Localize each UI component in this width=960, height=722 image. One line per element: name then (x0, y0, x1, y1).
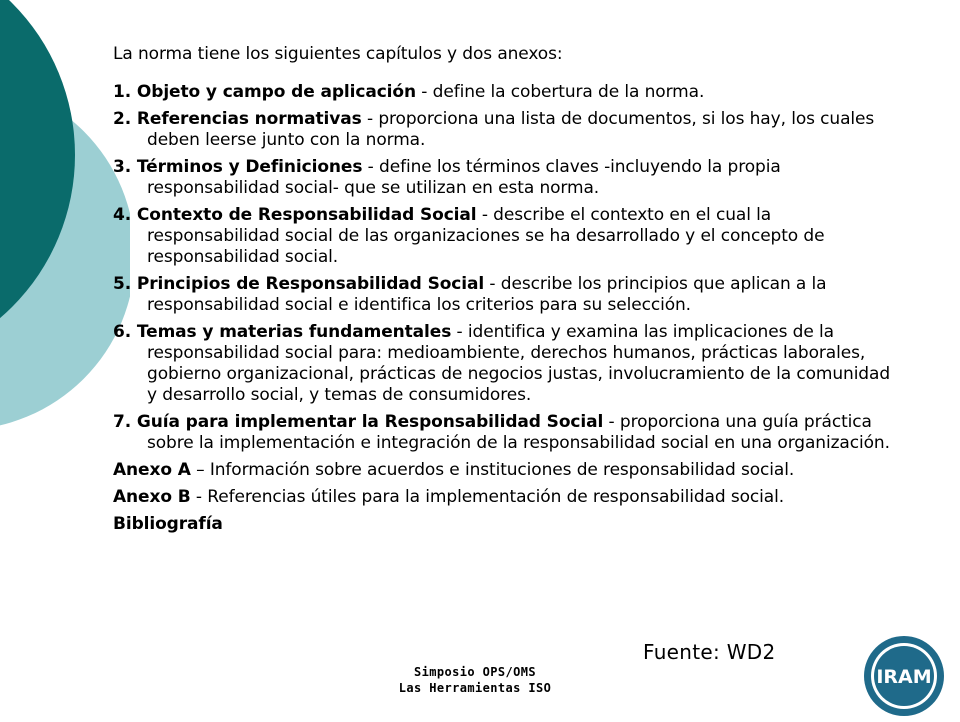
separator: - (415, 82, 433, 102)
chapter-2 (113, 109, 903, 151)
chapter-description: describe el contexto en el cual la responsabilidad social de las organizaciones se ha desarrollado y el concepto de responsabilidad social. (147, 205, 825, 267)
chapter-3 (113, 157, 903, 199)
chapter-1 (113, 82, 903, 103)
chapter-heading: 7. Guía para implementar la Responsabilidad Social (113, 412, 604, 432)
chapter-heading: 3. Términos y Definiciones (113, 157, 363, 177)
annex-heading: Anexo B (113, 487, 191, 507)
separator: - (451, 322, 468, 342)
chapter-heading: 5. Principios de Responsabilidad Social (113, 274, 485, 294)
annex-heading: Anexo A (113, 460, 191, 480)
annex-b (113, 487, 903, 508)
chapter-heading: 4. Contexto de Responsabilidad Social (113, 205, 477, 225)
bibliography-heading: Bibliografía (113, 514, 223, 534)
chapter-description: proporciona una guía práctica sobre la implementación e integración de la responsabilidad social en una organización. (147, 412, 890, 453)
separator: – (190, 460, 210, 480)
slide-content (113, 44, 903, 535)
chapter-description: define los términos claves -incluyendo la propia responsabilidad social- que se utilizan en esta norma. (147, 157, 781, 198)
chapter-7 (113, 412, 903, 454)
chapter-heading: 2. Referencias normativas (113, 109, 362, 129)
annex-a (113, 460, 903, 481)
annex-description: Información sobre acuerdos e instituciones de responsabilidad social. (209, 460, 795, 480)
footer-line-2: Las Herramientas ISO (398, 681, 552, 695)
annex-description: Referencias útiles para la implementación de responsabilidad social. (207, 487, 785, 507)
chapter-6 (113, 322, 903, 406)
separator: - (476, 205, 494, 225)
chapter-description: define la cobertura de la norma. (432, 82, 705, 102)
logo-text: IRAM (876, 666, 932, 688)
chapter-heading: 1. Objeto y campo de aplicación (113, 82, 416, 102)
footer-line-1: Simposio OPS/OMS (414, 665, 536, 679)
intro-text: La norma tiene los siguientes capítulos y dos anexos: (113, 44, 563, 64)
chapter-4 (113, 205, 903, 268)
footer (370, 664, 580, 696)
source-note: Fuente: WD2 (643, 640, 776, 664)
chapter-heading: 6. Temas y materias fundamentales (113, 322, 452, 342)
chapter-5 (113, 274, 903, 316)
chapter-description: proporciona una lista de documentos, si los hay, los cuales deben leerse junto con la norma. (147, 109, 875, 150)
decorative-circles (0, 0, 130, 720)
separator: - (484, 274, 501, 294)
chapter-description: describe los principios que aplican a la responsabilidad social e identifica los criterios para su selección. (147, 274, 827, 315)
separator: - (361, 109, 379, 129)
separator: - (362, 157, 380, 177)
separator: - (603, 412, 620, 432)
iram-logo (862, 634, 946, 718)
chapter-description: identifica y examina las implicaciones de la responsabilidad social para: medioambiente, derechos humanos, prácticas laborales, gobierno organizacional, prácticas de negocios justas, involucramiento de la comunidad y desarrollo social, y temas de consumidores. (147, 322, 891, 405)
separator: - (190, 487, 208, 507)
